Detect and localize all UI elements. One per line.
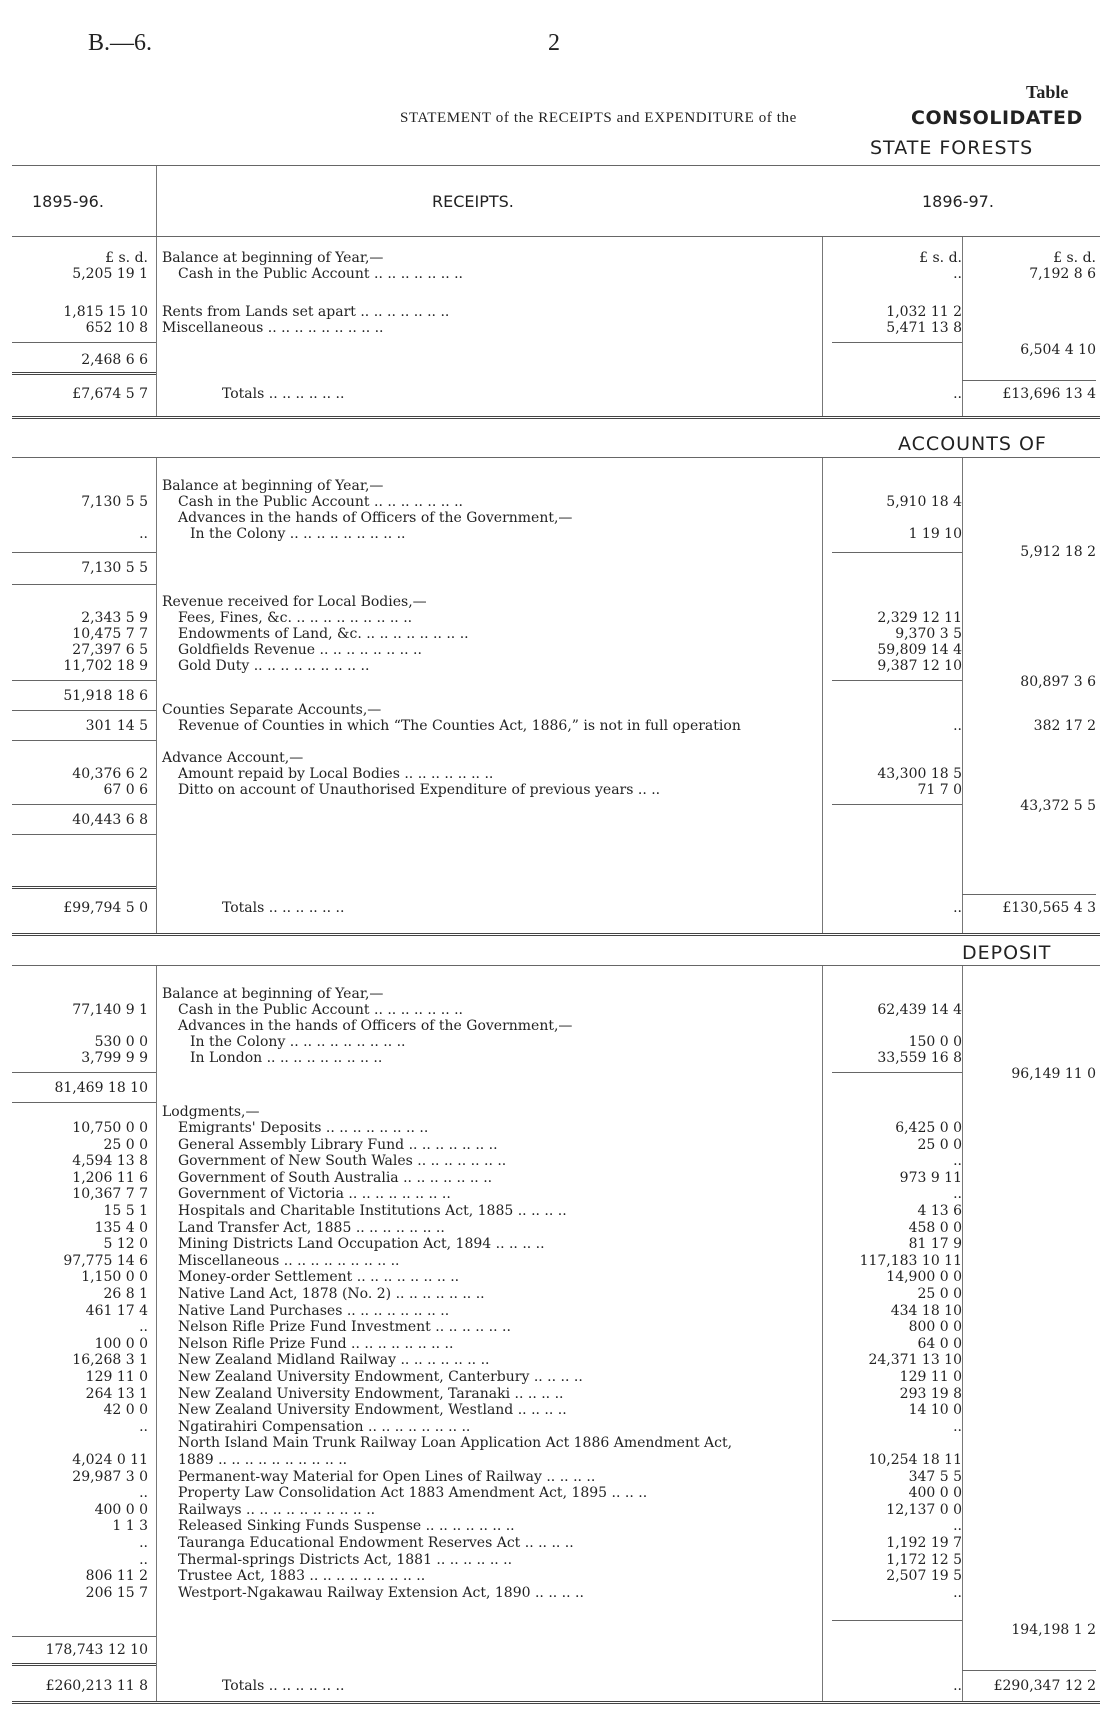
lodgment-prev: 4,024 0 11	[72, 1452, 148, 1468]
lodgment-c3: 81 17 9	[908, 1236, 962, 1253]
lodgment-prev: 16,268 3 1	[72, 1352, 148, 1369]
lodgment-c3: 347 5 5	[908, 1468, 962, 1485]
lodgment-desc: Emigrants' Deposits .. .. .. .. .. .. .. ..	[178, 1120, 429, 1136]
row-prev: 40,376 6 2	[72, 766, 148, 782]
lodgment-desc: New Zealand University Endowment, Westland .. .. .. ..	[178, 1402, 567, 1419]
lodgment-desc: Nelson Rifle Prize Fund Investment .. .. .. .. .. ..	[178, 1319, 511, 1336]
row-c4: 382 17 2	[1033, 718, 1096, 734]
total-c3: ..	[953, 1678, 962, 1694]
row-prev: 2,343 5 9	[81, 610, 148, 626]
row-prev: 67 0 6	[103, 782, 148, 798]
lodgment-c3: 293 19 8	[899, 1385, 962, 1402]
total-prev: £7,674 5 7	[72, 386, 148, 402]
lodgment-desc: Native Land Act, 1878 (No. 2) .. .. .. .. .. .. ..	[178, 1286, 485, 1302]
row-prev: 1,815 15 10	[63, 304, 148, 320]
lodgment-prev: 42 0 0	[103, 1402, 148, 1419]
lodgment-c3: 6,425 0 0	[895, 1120, 962, 1136]
lodgment-prev: 25 0 0	[103, 1136, 148, 1153]
total-c4: £130,565 4 3	[1002, 900, 1096, 916]
row-c3: 150 0 0	[908, 1034, 962, 1050]
lodgment-prev: 135 4 0	[94, 1219, 148, 1236]
row-prev: 7,130 5 5	[81, 494, 148, 510]
row-desc: Balance at beginning of Year,—	[162, 478, 384, 494]
lodgment-c3: ..	[953, 1186, 962, 1203]
lodgment-prev: ..	[139, 1485, 148, 1502]
totals-label: Totals .. .. .. .. .. ..	[222, 900, 345, 916]
row-c3: 62,439 14 4	[877, 1002, 962, 1018]
row-desc: Amount repaid by Local Bodies .. .. .. .. .. .. ..	[178, 766, 494, 782]
lodgment-prev: 10,367 7 7	[72, 1186, 148, 1203]
row-desc: Ditto on account of Unauthorised Expenditure of previous years .. ..	[178, 782, 661, 798]
row-prev: 652 10 8	[85, 320, 148, 336]
lodgment-prev: 1,150 0 0	[81, 1269, 148, 1286]
lodgment-desc: Nelson Rifle Prize Fund .. .. .. .. .. .. .. ..	[178, 1335, 454, 1352]
lodgment-prev: 10,750 0 0	[72, 1120, 148, 1136]
section-title-accounts-of: ACCOUNTS OF	[898, 433, 1047, 455]
row-prev: 7,130 5 5	[81, 560, 148, 576]
row-desc: In the Colony .. .. .. .. .. .. .. .. ..	[190, 1034, 406, 1050]
row-desc: Advances in the hands of Officers of the Government,—	[178, 510, 573, 526]
lodgment-desc: Thermal-springs Districts Act, 1881 .. .. .. .. .. ..	[178, 1551, 513, 1568]
section-title-state-forests: STATE FORESTS	[870, 137, 1034, 159]
row-desc: Balance at beginning of Year,—	[162, 986, 384, 1002]
total-c4: £290,347 12 2	[993, 1678, 1096, 1694]
subtotal-prev: 2,468 6 6	[81, 352, 148, 368]
row-c4: 5,912 18 2	[1020, 544, 1096, 560]
units-c4: £ s. d.	[1053, 250, 1096, 266]
lodgment-prev: ..	[139, 1319, 148, 1336]
section-deposit	[12, 965, 1100, 1704]
lodgment-desc: Government of New South Wales .. .. .. .. .. .. ..	[178, 1153, 507, 1170]
row-desc: Miscellaneous .. .. .. .. .. .. .. .. ..	[162, 320, 384, 336]
page-ref: B.—6.	[88, 30, 153, 56]
lodgment-desc: Land Transfer Act, 1885 .. .. .. .. .. .. ..	[178, 1219, 445, 1236]
lodgment-desc: Mining Districts Land Occupation Act, 1894 .. .. .. ..	[178, 1236, 545, 1253]
row-c3: 2,329 12 11	[877, 610, 962, 626]
lodgment-c3: 12,137 0 0	[886, 1501, 962, 1518]
row-desc: In London .. .. .. .. .. .. .. .. ..	[190, 1050, 383, 1066]
subtotal-c4: 6,504 4 10	[1020, 342, 1096, 358]
row-desc: Cash in the Public Account .. .. .. .. .. .. ..	[178, 1002, 464, 1018]
total-prev: £99,794 5 0	[63, 900, 148, 916]
row-desc: Endowments of Land, &c. .. .. .. .. .. .. .. ..	[178, 626, 469, 642]
row-desc: Revenue received for Local Bodies,—	[162, 594, 427, 610]
row-prev: 27,397 6 5	[72, 642, 148, 658]
lodgment-c3: 4 13 6	[917, 1203, 962, 1219]
lodgment-prev: 97,775 14 6	[63, 1252, 148, 1269]
lodgment-c3: 434 18 10	[890, 1302, 962, 1319]
row-desc: Advances in the hands of Officers of the Government,—	[178, 1018, 573, 1034]
lodgment-prev: 806 11 2	[85, 1568, 148, 1585]
units-left: £ s. d.	[105, 250, 148, 266]
lodgment-prev: 206 15 7	[85, 1584, 148, 1601]
section-title-deposit: DEPOSIT	[962, 942, 1052, 964]
row-prev: 5,205 19 1	[72, 266, 148, 282]
lodgments-subtotal-c4: 194,198 1 2	[1011, 1622, 1096, 1638]
col-header-receipts: RECEIPTS.	[432, 192, 514, 211]
lodgment-c3: 973 9 11	[899, 1169, 962, 1186]
lodgment-c3: 14 10 0	[908, 1402, 962, 1419]
lodgment-prev: 1 1 3	[112, 1518, 148, 1535]
lodgment-c3: 24,371 13 10	[868, 1352, 962, 1369]
row-desc: Goldfields Revenue .. .. .. .. .. .. .. ..	[178, 642, 422, 658]
lodgment-c3: ..	[953, 1418, 962, 1435]
lodgment-c3: 1,192 19 7	[886, 1535, 962, 1551]
row-prev: 530 0 0	[94, 1034, 148, 1050]
lodgment-desc: Westport-Ngakawau Railway Extension Act, 1890 .. .. .. ..	[178, 1584, 584, 1601]
lodgment-c3	[832, 1435, 962, 1452]
lodgment-prev: 1,206 11 6	[72, 1169, 148, 1186]
section-state-forests	[12, 165, 1100, 419]
balance-subtotal-c4: 96,149 11 0	[1011, 1066, 1096, 1082]
row-prev: ..	[139, 526, 148, 542]
lodgment-desc: North Island Main Trunk Railway Loan Application Act 1886 Amendment Act,	[178, 1435, 733, 1452]
lodgment-prev: 26 8 1	[103, 1286, 148, 1302]
lodgment-prev: 29,987 3 0	[72, 1468, 148, 1485]
lodgment-prev: 5 12 0	[103, 1236, 148, 1253]
lodgment-prev: ..	[139, 1535, 148, 1551]
lodgment-desc: Hospitals and Charitable Institutions Act, 1885 .. .. .. ..	[178, 1203, 567, 1219]
lodgment-desc: General Assembly Library Fund .. .. .. .. .. .. ..	[178, 1136, 498, 1153]
lodgment-prev: 4,594 13 8	[72, 1153, 148, 1170]
lodgment-desc: Property Law Consolidation Act 1883 Amendment Act, 1895 .. .. ..	[178, 1485, 648, 1502]
lodgment-desc: Ngatirahiri Compensation .. .. .. .. .. .. .. ..	[178, 1418, 471, 1435]
statement-title-emph: CONSOLIDATED	[911, 107, 1083, 129]
lodgment-prev: 461 17 4	[85, 1302, 148, 1319]
row-desc: Cash in the Public Account .. .. .. .. .. .. ..	[178, 494, 464, 510]
lodgment-desc: 1889 .. .. .. .. .. .. .. .. .. ..	[178, 1452, 348, 1468]
lodgment-c3: 14,900 0 0	[886, 1269, 962, 1286]
row-prev: 51,918 18 6	[63, 688, 148, 704]
total-c4: £13,696 13 4	[1002, 386, 1096, 402]
totals-label: Totals .. .. .. .. .. ..	[222, 386, 345, 402]
row-c3: 9,387 12 10	[877, 658, 962, 674]
units-c3: £ s. d.	[919, 250, 962, 266]
lodgment-prev: ..	[139, 1551, 148, 1568]
lodgment-desc: Government of Victoria .. .. .. .. .. .. .. ..	[178, 1186, 451, 1203]
lodgment-desc: Released Sinking Funds Suspense .. .. .. .. .. .. ..	[178, 1518, 515, 1535]
lodgment-desc: Trustee Act, 1883 .. .. .. .. .. .. .. .. ..	[178, 1568, 426, 1585]
lodgments-label: Lodgments,—	[162, 1104, 260, 1120]
section-accounts-of	[12, 457, 1100, 936]
row-c3: 5,471 13 8	[886, 320, 962, 336]
lodgment-desc: Railways .. .. .. .. .. .. .. .. .. ..	[178, 1501, 376, 1518]
lodgment-desc: New Zealand Midland Railway .. .. .. .. .. .. ..	[178, 1352, 490, 1369]
row-desc: Revenue of Counties in which “The Counties Act, 1886,” is not in full operation	[178, 718, 741, 734]
lodgment-c3: 458 0 0	[908, 1219, 962, 1236]
lodgment-desc: Money-order Settlement .. .. .. .. .. .. .. ..	[178, 1269, 460, 1286]
lodgment-desc: Tauranga Educational Endowment Reserves Act .. .. .. ..	[178, 1535, 574, 1551]
lodgment-c3: 25 0 0	[917, 1286, 962, 1302]
col-header-1896: 1896-97.	[922, 192, 994, 211]
row-desc: Cash in the Public Account .. .. .. .. .. .. ..	[178, 266, 464, 282]
lodgment-desc: New Zealand University Endowment, Canterbury .. .. .. ..	[178, 1369, 583, 1385]
lodgment-desc: Native Land Purchases .. .. .. .. .. .. .. ..	[178, 1302, 450, 1319]
lodgment-c3: 1,172 12 5	[886, 1551, 962, 1568]
lodgment-c3: 400 0 0	[908, 1485, 962, 1502]
lodgment-c3: 10,254 18 11	[868, 1452, 962, 1468]
lodgment-prev: 264 13 1	[85, 1385, 148, 1402]
row-c3: 43,300 18 5	[877, 766, 962, 782]
row-prev: 11,702 18 9	[63, 658, 148, 674]
row-desc: In the Colony .. .. .. .. .. .. .. .. ..	[190, 526, 406, 542]
lodgment-prev: 15 5 1	[103, 1203, 148, 1219]
row-c3: ..	[953, 266, 962, 282]
page-number: 2	[548, 30, 560, 56]
row-prev: 3,799 9 9	[81, 1050, 148, 1066]
row-desc: Fees, Fines, &c. .. .. .. .. .. .. .. .. ..	[178, 610, 413, 626]
row-c4: 7,192 8 6	[1029, 266, 1096, 282]
row-c3: 59,809 14 4	[877, 642, 962, 658]
total-c3: ..	[953, 386, 962, 402]
lodgment-c3: 800 0 0	[908, 1319, 962, 1336]
row-c4: 80,897 3 6	[1020, 674, 1096, 690]
row-desc: Rents from Lands set apart .. .. .. .. .. .. ..	[162, 304, 450, 320]
total-c3: ..	[953, 900, 962, 916]
lodgment-c3: 117,183 10 11	[859, 1252, 962, 1269]
table-label: Table	[1026, 82, 1069, 102]
row-prev: 77,140 9 1	[72, 1002, 148, 1018]
lodgment-prev	[12, 1435, 148, 1452]
lodgment-desc: New Zealand University Endowment, Taranaki .. .. .. ..	[178, 1385, 564, 1402]
lodgment-desc: Government of South Australia .. .. .. .. .. .. ..	[178, 1169, 493, 1186]
lodgment-c3: ..	[953, 1153, 962, 1170]
balance-subtotal-prev: 81,469 18 10	[54, 1080, 148, 1096]
lodgment-prev: 100 0 0	[94, 1335, 148, 1352]
lodgment-c3: ..	[953, 1584, 962, 1601]
row-c4: 43,372 5 5	[1020, 798, 1096, 814]
lodgment-desc: Permanent-way Material for Open Lines of Railway .. .. .. ..	[178, 1468, 596, 1485]
lodgment-c3: 25 0 0	[917, 1136, 962, 1153]
row-c3: 1,032 11 2	[886, 304, 962, 320]
row-c3: 9,370 3 5	[895, 626, 962, 642]
row-prev: 40,443 6 8	[72, 812, 148, 828]
row-desc: Counties Separate Accounts,—	[162, 702, 382, 718]
lodgment-c3: 129 11 0	[899, 1369, 962, 1385]
lodgment-c3: 2,507 19 5	[886, 1568, 962, 1585]
row-prev: 301 14 5	[85, 718, 148, 734]
row-c3: 33,559 16 8	[877, 1050, 962, 1066]
row-c3: 1 19 10	[908, 526, 962, 542]
total-prev: £260,213 11 8	[45, 1678, 148, 1694]
statement-title: STATEMENT of the RECEIPTS and EXPENDITURE of the	[400, 110, 797, 126]
col-header-1895: 1895-96.	[32, 192, 104, 211]
totals-label: Totals .. .. .. .. .. ..	[222, 1678, 345, 1694]
lodgment-prev: 129 11 0	[85, 1369, 148, 1385]
lodgments-subtotal-prev: 178,743 12 10	[45, 1642, 148, 1658]
row-desc: Gold Duty .. .. .. .. .. .. .. .. ..	[178, 658, 370, 674]
lodgment-c3: ..	[953, 1518, 962, 1535]
lodgment-prev: 400 0 0	[94, 1501, 148, 1518]
row-c3: ..	[953, 718, 962, 734]
row-desc: Advance Account,—	[162, 750, 304, 766]
row-prev: 10,475 7 7	[72, 626, 148, 642]
lodgment-prev: ..	[139, 1418, 148, 1435]
row-c3: 5,910 18 4	[886, 494, 962, 510]
row-desc: Balance at beginning of Year,—	[162, 250, 384, 266]
row-c3: 71 7 0	[917, 782, 962, 798]
lodgment-c3: 64 0 0	[917, 1335, 962, 1352]
lodgment-desc: Miscellaneous .. .. .. .. .. .. .. .. ..	[178, 1252, 400, 1269]
